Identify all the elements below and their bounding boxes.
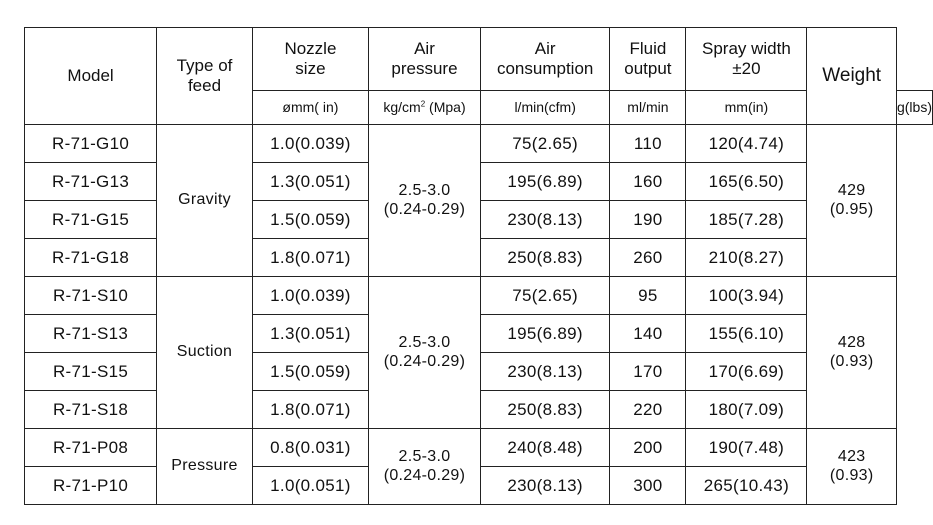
cell-weight-gravity — [807, 125, 897, 277]
header-nozzle-size: Nozzle size — [252, 28, 368, 91]
weight-lbs: (0.95) — [829, 200, 874, 218]
weight-grams: 428 — [837, 334, 866, 352]
cell-fluid-output: 110 — [610, 125, 686, 163]
cell-model: R-71-G10 — [25, 125, 157, 163]
cell-model: R-71-P10 — [25, 467, 157, 505]
cell-spray-width: 265(10.43) — [686, 467, 807, 505]
cell-air-consumption: 75(2.65) — [480, 125, 609, 163]
weight-lbs: (0.93) — [829, 466, 874, 484]
cell-spray-width: 185(7.28) — [686, 201, 807, 239]
cell-model: R-71-P08 — [25, 429, 157, 467]
header-air-pressure: Air pressure — [369, 28, 481, 91]
air-pressure-value: 2.5-3.0 — [398, 182, 451, 200]
cell-fluid-output: 300 — [610, 467, 686, 505]
weight-grams: 429 — [837, 182, 866, 200]
cell-spray-width: 210(8.27) — [686, 239, 807, 277]
weight-lbs: (0.93) — [829, 352, 874, 370]
unit-air-consumption: l/min(cfm) — [480, 91, 609, 125]
cell-feed-pressure: Pressure — [157, 429, 253, 505]
air-pressure-mpa: (0.24-0.29) — [383, 466, 466, 484]
header-row — [25, 28, 933, 91]
cell-fluid-output: 200 — [610, 429, 686, 467]
cell-spray-width: 180(7.09) — [686, 391, 807, 429]
air-pressure-value: 2.5-3.0 — [398, 334, 451, 352]
cell-spray-width: 100(3.94) — [686, 277, 807, 315]
cell-spray-width: 120(4.74) — [686, 125, 807, 163]
cell-fluid-output: 190 — [610, 201, 686, 239]
cell-nozzle: 1.0(0.039) — [252, 125, 368, 163]
cell-air-consumption: 75(2.65) — [480, 277, 609, 315]
cell-air-consumption: 230(8.13) — [480, 201, 609, 239]
cell-spray-width: 170(6.69) — [686, 353, 807, 391]
air-pressure-mpa: (0.24-0.29) — [383, 352, 466, 370]
table-row — [25, 429, 933, 467]
cell-feed-gravity: Gravity — [157, 125, 253, 277]
header-fluid-output: Fluid output — [610, 28, 686, 91]
cell-nozzle: 1.0(0.039) — [252, 277, 368, 315]
cell-model: R-71-G15 — [25, 201, 157, 239]
cell-model: R-71-S13 — [25, 315, 157, 353]
cell-nozzle: 0.8(0.031) — [252, 429, 368, 467]
cell-model: R-71-G18 — [25, 239, 157, 277]
cell-weight-suction — [807, 277, 897, 429]
header-type-of-feed: Type of feed — [157, 28, 253, 125]
header-model: Model — [25, 28, 157, 125]
unit-air-pressure-sup: 2 — [420, 99, 426, 109]
cell-nozzle: 1.3(0.051) — [252, 315, 368, 353]
unit-air-pressure — [369, 91, 481, 125]
cell-fluid-output: 260 — [610, 239, 686, 277]
cell-feed-suction: Suction — [157, 277, 253, 429]
unit-nozzle-size: ømm( in) — [252, 91, 368, 125]
unit-weight: g(lbs) — [896, 91, 932, 125]
cell-model: R-71-S18 — [25, 391, 157, 429]
cell-fluid-output: 220 — [610, 391, 686, 429]
unit-spray-width: mm(in) — [686, 91, 807, 125]
cell-air-consumption: 250(8.83) — [480, 391, 609, 429]
cell-fluid-output: 170 — [610, 353, 686, 391]
cell-air-pressure-suction — [369, 277, 481, 429]
cell-weight-pressure — [807, 429, 897, 505]
cell-air-consumption: 195(6.89) — [480, 163, 609, 201]
cell-nozzle: 1.5(0.059) — [252, 201, 368, 239]
cell-nozzle: 1.3(0.051) — [252, 163, 368, 201]
weight-grams: 423 — [837, 448, 866, 466]
unit-air-pressure-post: (Mpa) — [425, 99, 466, 116]
cell-fluid-output: 95 — [610, 277, 686, 315]
air-pressure-value: 2.5-3.0 — [398, 448, 451, 466]
cell-air-consumption: 240(8.48) — [480, 429, 609, 467]
cell-spray-width: 165(6.50) — [686, 163, 807, 201]
cell-spray-width: 155(6.10) — [686, 315, 807, 353]
cell-nozzle: 1.5(0.059) — [252, 353, 368, 391]
cell-air-pressure-pressure — [369, 429, 481, 505]
header-air-consumption: Air consumption — [480, 28, 609, 91]
cell-air-consumption: 230(8.13) — [480, 353, 609, 391]
header-spray-width: Spray width ±20 — [686, 28, 807, 91]
cell-air-pressure-gravity — [369, 125, 481, 277]
spec-table-container — [24, 27, 933, 505]
cell-air-consumption: 230(8.13) — [480, 467, 609, 505]
table-row — [25, 125, 933, 163]
air-pressure-mpa: (0.24-0.29) — [383, 200, 466, 218]
unit-air-pressure-pre: kg/cm — [383, 99, 421, 116]
cell-model: R-71-S10 — [25, 277, 157, 315]
cell-nozzle: 1.0(0.051) — [252, 467, 368, 505]
spray-gun-spec-table — [24, 27, 933, 505]
header-weight: Weight — [807, 28, 897, 125]
table-row — [25, 277, 933, 315]
unit-fluid-output: ml/min — [610, 91, 686, 125]
cell-nozzle: 1.8(0.071) — [252, 391, 368, 429]
cell-fluid-output: 160 — [610, 163, 686, 201]
cell-fluid-output: 140 — [610, 315, 686, 353]
cell-nozzle: 1.8(0.071) — [252, 239, 368, 277]
cell-model: R-71-G13 — [25, 163, 157, 201]
cell-air-consumption: 250(8.83) — [480, 239, 609, 277]
cell-model: R-71-S15 — [25, 353, 157, 391]
cell-spray-width: 190(7.48) — [686, 429, 807, 467]
cell-air-consumption: 195(6.89) — [480, 315, 609, 353]
